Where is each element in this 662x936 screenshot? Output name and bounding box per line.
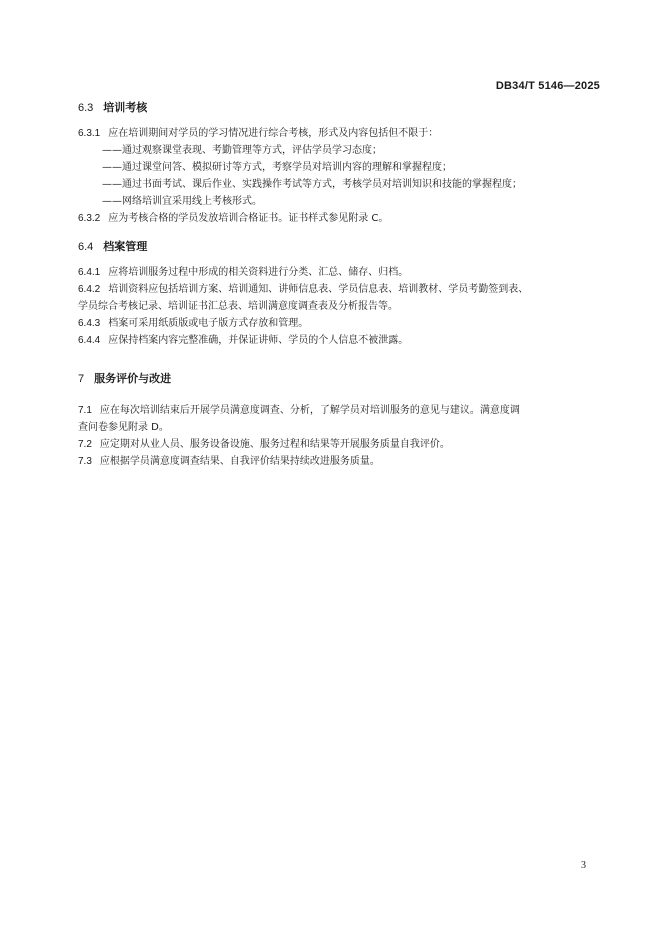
clause-text: 学员综合考核记录、培训证书汇总表、培训满意度调查表及分析报告等。 xyxy=(78,301,398,312)
clause-text: 应为考核合格的学员发放培训合格证书。证书样式参见附录 C。 xyxy=(108,213,389,224)
clause-6-4-3 xyxy=(78,315,608,332)
chapter-number: 7 xyxy=(78,373,85,385)
clause-text: 档案可采用纸质版或电子版方式存放和管理。 xyxy=(108,318,309,329)
section-number: 6.4 xyxy=(78,241,94,253)
clause-number: 6.3.1 xyxy=(78,128,101,139)
chapter-title: 服务评价与改进 xyxy=(94,372,172,385)
section-title: 档案管理 xyxy=(103,240,148,253)
document-code: DB34/T 5146—2025 xyxy=(495,80,600,92)
chapter-heading-7 xyxy=(78,371,171,387)
section-number: 6.3 xyxy=(78,102,94,114)
clause-number: 7.1 xyxy=(78,405,92,416)
clause-text: 应在每次培训结束后开展学员满意度调查、分析，了解学员对培训服务的意见与建议。满意度调 xyxy=(99,405,520,416)
section-heading-6-3 xyxy=(78,100,147,116)
list-item: ——通过书面考试、课后作业、实践操作考试等方式，考核学员对培训知识和技能的掌握程度； xyxy=(102,179,522,190)
clause-number: 7.2 xyxy=(78,439,92,450)
list-item: ——网络培训宜采用线上考核形式。 xyxy=(102,196,262,207)
clause-number: 6.3.2 xyxy=(78,213,101,224)
clause-6-3-1 xyxy=(78,125,608,142)
clause-number: 6.4.4 xyxy=(78,335,101,346)
clause-6-3-2 xyxy=(78,210,608,227)
clause-text: 应根据学员满意度调查结果、自我评价结果持续改进服务质量。 xyxy=(99,456,380,467)
section-heading-6-4 xyxy=(78,239,147,255)
section-title: 培训考核 xyxy=(103,101,148,114)
clause-7-2 xyxy=(78,436,608,453)
clause-number: 6.4.2 xyxy=(78,284,101,295)
clause-6-4-2-continued xyxy=(78,298,608,315)
clause-text: 应将培训服务过程中形成的相关资料进行分类、汇总、储存、归档。 xyxy=(108,267,409,278)
clause-6-4-1 xyxy=(78,264,608,281)
clause-number: 6.4.1 xyxy=(78,267,101,278)
clause-text: 培训资料应包括培训方案、培训通知、讲师信息表、学员信息表、培训教材、学员考勤签到表、 xyxy=(108,284,529,295)
clause-number: 6.4.3 xyxy=(78,318,101,329)
clause-7-1-continued xyxy=(78,419,608,436)
page-number: 3 xyxy=(581,860,586,871)
clause-7-3 xyxy=(78,453,608,470)
clause-7-1 xyxy=(78,402,608,419)
clause-6-4-4 xyxy=(78,332,608,349)
clause-text: 查问卷参见附录 D。 xyxy=(78,422,169,433)
clause-6-4-2 xyxy=(78,281,608,298)
clause-number: 7.3 xyxy=(78,456,92,467)
clause-text: 应保持档案内容完整准确，并保证讲师、学员的个人信息不被泄露。 xyxy=(108,335,409,346)
list-item: ——通过观察课堂表现、考勤管理等方式，评估学员学习态度； xyxy=(102,145,382,156)
list-item: ——通过课堂问答、模拟研讨等方式，考察学员对培训内容的理解和掌握程度； xyxy=(102,162,452,173)
clause-text: 应定期对从业人员、服务设备设施、服务过程和结果等开展服务质量自我评价。 xyxy=(99,439,450,450)
clause-text: 应在培训期间对学员的学习情况进行综合考核，形式及内容包括但不限于： xyxy=(108,128,439,139)
